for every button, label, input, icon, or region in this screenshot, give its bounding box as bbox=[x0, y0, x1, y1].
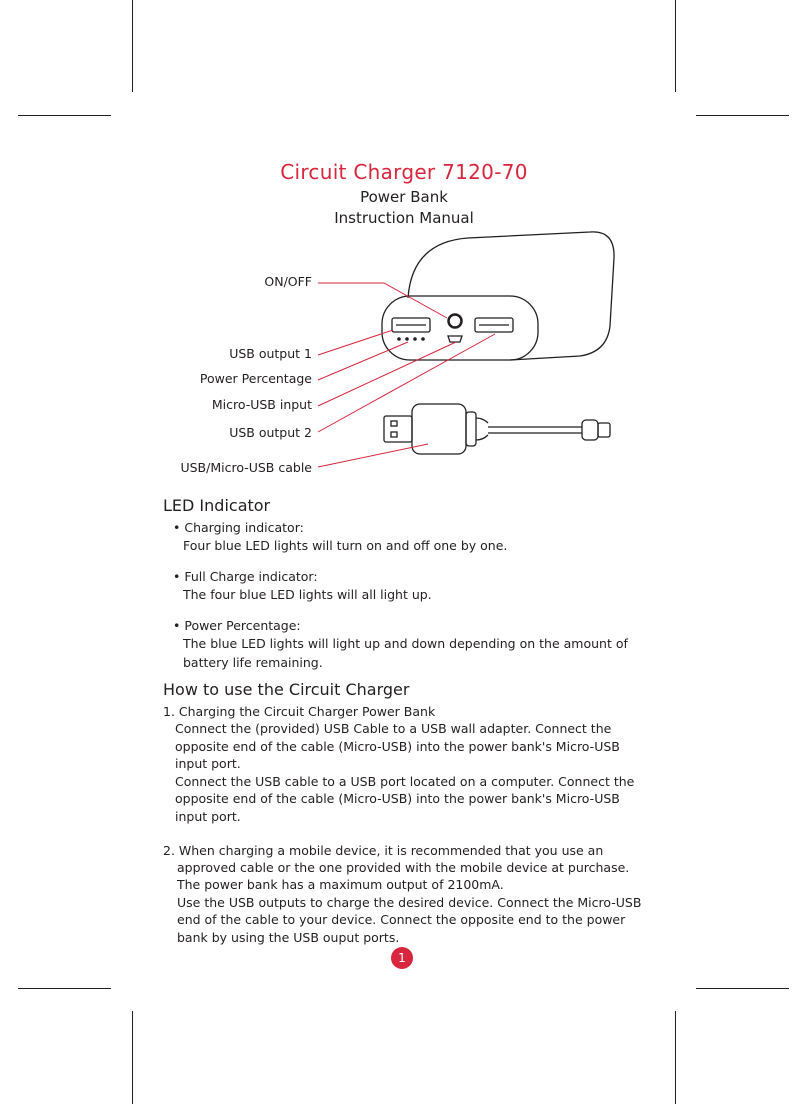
led-dot bbox=[421, 337, 425, 341]
step-line: opposite end of the cable (Micro-USB) into the power bank's Micro-USB bbox=[175, 791, 620, 807]
led-item-label: • Power Percentage: bbox=[173, 618, 301, 633]
howto-steps bbox=[163, 703, 663, 963]
step-line: Connect the USB cable to a USB port located on a computer. Connect the bbox=[175, 773, 635, 789]
crop-mark bbox=[132, 1011, 133, 1104]
callout-cable: USB/Micro-USB cable bbox=[180, 460, 312, 475]
crop-mark bbox=[18, 988, 111, 989]
step-line: input port. bbox=[175, 808, 241, 824]
led-dot bbox=[405, 337, 409, 341]
leader-usb-output-2 bbox=[318, 334, 495, 432]
howto-section-heading: How to use the Circuit Charger bbox=[163, 680, 410, 699]
step-line: end of the cable to your device. Connect the opposite end to the power bbox=[177, 912, 626, 928]
step-line: Use the USB outputs to charge the desired device. Connect the Micro-USB bbox=[177, 894, 642, 910]
leader-on-off bbox=[318, 283, 447, 318]
led-item-label: • Full Charge indicator: bbox=[173, 569, 318, 584]
callout-power-percentage: Power Percentage bbox=[199, 371, 312, 386]
usb-plug-housing bbox=[412, 404, 466, 454]
led-item-desc: The blue LED lights will light up and down depending on the amount of bbox=[183, 636, 628, 651]
led-item-desc: The four blue LED lights will all light up. bbox=[183, 587, 432, 602]
micro-usb-port bbox=[448, 336, 462, 342]
leader-micro-usb-input bbox=[318, 342, 456, 406]
crop-mark bbox=[675, 1011, 676, 1104]
step-line: approved cable or the one provided with the mobile device at purchase. bbox=[177, 859, 630, 875]
page-subtitle-product: Power Bank bbox=[360, 188, 448, 206]
step-line: bank by using the USB ouput ports. bbox=[177, 929, 400, 945]
callout-micro-usb-input: Micro-USB input bbox=[211, 397, 312, 412]
list-item bbox=[173, 568, 643, 604]
step-line: input port. bbox=[175, 756, 241, 772]
leader-cable bbox=[318, 444, 428, 467]
leader-power-percentage bbox=[318, 342, 408, 380]
list-item bbox=[163, 842, 663, 947]
power-bank-diagram bbox=[0, 0, 808, 500]
power-bank-front-face bbox=[382, 296, 538, 360]
led-indicator-list bbox=[173, 519, 643, 685]
callout-usb-output-2: USB output 2 bbox=[229, 425, 312, 440]
list-item bbox=[173, 519, 643, 555]
led-section-heading: LED Indicator bbox=[163, 496, 271, 515]
callout-on-off: ON/OFF bbox=[264, 274, 312, 289]
page-title: Circuit Charger 7120-70 bbox=[280, 160, 528, 184]
crop-mark bbox=[696, 988, 789, 989]
step-line: opposite end of the cable (Micro-USB) into the power bank's Micro-USB bbox=[175, 738, 620, 754]
led-item-desc: battery life remaining. bbox=[183, 655, 323, 670]
usb-plug bbox=[384, 416, 412, 442]
step-line: The power bank has a maximum output of 2100mA. bbox=[177, 877, 504, 893]
power-button bbox=[449, 315, 462, 328]
step-heading: 2. When charging a mobile device, it is recommended that you use an bbox=[163, 842, 604, 858]
led-item-label: • Charging indicator: bbox=[173, 520, 304, 535]
list-item bbox=[163, 703, 663, 826]
micro-usb-plug bbox=[582, 420, 598, 440]
led-dot bbox=[397, 337, 401, 341]
page-number: 1 bbox=[391, 947, 413, 969]
led-item-desc: Four blue LED lights will turn on and off one by one. bbox=[183, 538, 508, 553]
leader-usb-output-1 bbox=[318, 330, 393, 355]
page-subtitle-manual: Instruction Manual bbox=[334, 209, 474, 227]
step-heading: 1. Charging the Circuit Charger Power Bank bbox=[163, 704, 436, 719]
callout-usb-output-1: USB output 1 bbox=[229, 346, 312, 361]
led-dot bbox=[413, 337, 417, 341]
list-item bbox=[173, 617, 643, 672]
step-line: Connect the (provided) USB Cable to a USB wall adapter. Connect the bbox=[175, 721, 612, 736]
